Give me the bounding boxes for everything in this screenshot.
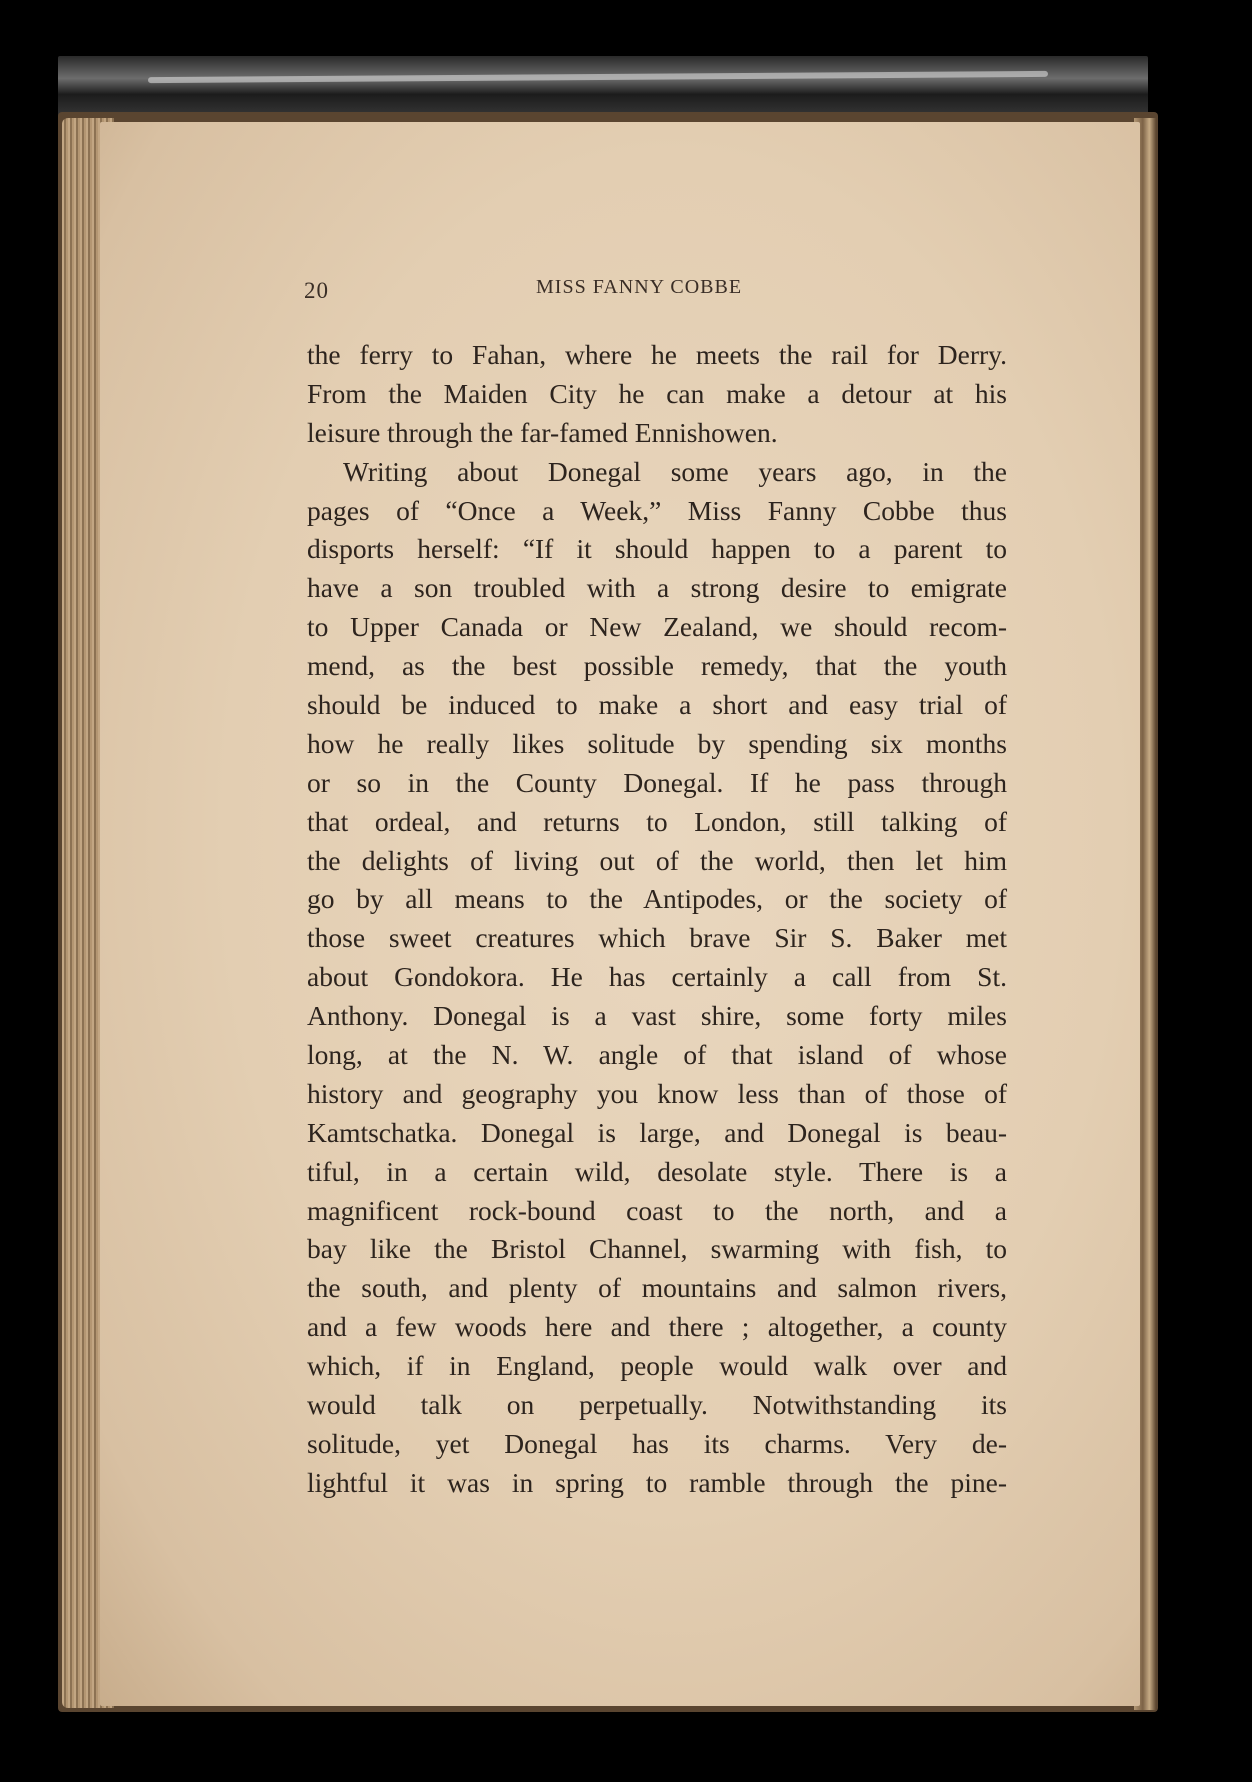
text-line: From the Maiden City he can make a detour at his	[307, 377, 1007, 409]
text-line: disports herself: “If it should happen to a parent to	[307, 533, 1007, 565]
text-line: bay like the Bristol Channel, swarming with fish, to	[307, 1233, 1007, 1265]
text-line: go by all means to the Antipodes, or the society of	[307, 883, 1007, 915]
text-line: the south, and plenty of mountains and salmon rivers,	[307, 1272, 1007, 1304]
body-text	[307, 336, 1007, 1503]
text-line: should be induced to make a short and easy trial of	[307, 689, 1007, 721]
page-number: 20	[304, 278, 329, 303]
text-line: the delights of living out of the world, then let him	[307, 844, 1007, 876]
text-line: the ferry to Fahan, where he meets the rail for Derry.	[307, 339, 1007, 370]
text-line: tiful, in a certain wild, desolate style. There is a	[307, 1155, 1007, 1187]
text-line: to Upper Canada or New Zealand, we should recom-	[307, 611, 1007, 643]
text-line: lightful it was in spring to ramble through the pine-	[307, 1466, 1007, 1498]
text-line: history and geography you know less than of those of	[307, 1077, 1007, 1109]
text-line: mend, as the best possible remedy, that the youth	[307, 650, 1007, 682]
text-line: solitude, yet Donegal has its charms. Very de-	[307, 1427, 1007, 1459]
text-line: Writing about Donegal some years ago, in the	[343, 455, 1007, 487]
text-line: magnificent rock-bound coast to the north, and a	[307, 1194, 1007, 1226]
text-line: about Gondokora. He has certainly a call from St.	[307, 961, 1007, 993]
plastic-sleeve-glare	[58, 56, 1148, 120]
text-line: have a son troubled with a strong desire to emigrate	[307, 572, 1007, 604]
text-line: which, if in England, people would walk over and	[307, 1350, 1007, 1382]
text-line: would talk on perpetually. Notwithstanding its	[307, 1389, 1007, 1421]
text-line: Anthony. Donegal is a vast shire, some forty miles	[307, 1000, 1007, 1032]
running-head: MISS FANNY COBBE	[536, 276, 743, 298]
text-line: how he really likes solitude by spending six months	[307, 727, 1007, 759]
page-header	[304, 272, 1004, 312]
text-line: or so in the County Donegal. If he pass through	[307, 766, 1007, 798]
text-line: long, at the N. W. angle of that island of whose	[307, 1039, 1007, 1071]
text-line: Kamtschatka. Donegal is large, and Donegal is beau-	[307, 1116, 1007, 1148]
text-line: pages of “Once a Week,” Miss Fanny Cobbe thus	[307, 494, 1007, 526]
text-line: and a few woods here and there ; altogether, a county	[307, 1311, 1007, 1343]
text-line: that ordeal, and returns to London, still talking of	[307, 805, 1007, 837]
text-line: those sweet creatures which brave Sir S. Baker met	[307, 922, 1007, 954]
text-line: leisure through the far-famed Ennishowen.	[307, 416, 778, 448]
